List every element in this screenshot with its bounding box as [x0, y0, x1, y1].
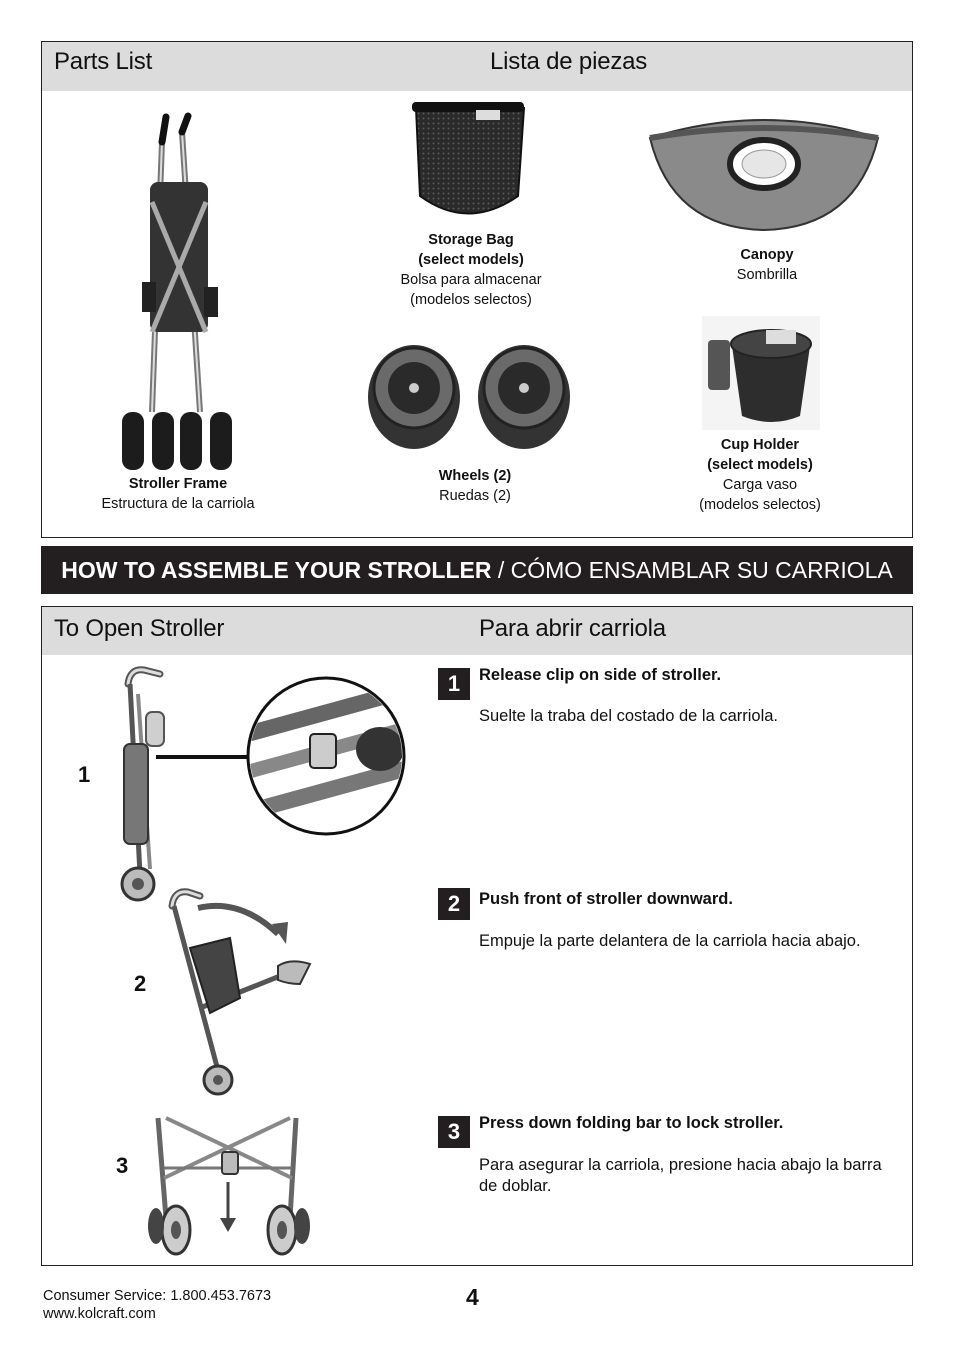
storage-bag-icon	[406, 96, 530, 226]
stroller-frame-label-en: Stroller Frame	[128, 476, 228, 492]
step-number-1: 1	[438, 668, 470, 700]
storage-bag-caption	[371, 230, 571, 310]
storage-bag-label-es-2: (modelos selectos)	[410, 292, 532, 308]
stroller-frame-caption	[78, 474, 278, 514]
step-2-text-en: Push front of stroller downward.	[479, 890, 733, 908]
illustration-label-1: 1	[78, 762, 91, 787]
step-number-3: 3	[438, 1116, 470, 1148]
storage-bag-label-es: Bolsa para almacenar	[400, 272, 542, 288]
step-2-text-es: Empuje la parte delantera de la carriola hacia abajo.	[479, 932, 861, 950]
assembly-banner	[41, 546, 913, 594]
cup-holder-label-es: Carga vaso	[722, 477, 798, 493]
website-link[interactable]: www.kolcraft.com	[43, 1306, 156, 1322]
page-number: 4	[466, 1284, 479, 1310]
open-stroller-title-en: To Open Stroller	[54, 615, 225, 642]
step-3-text-en: Press down folding bar to lock stroller.	[479, 1114, 784, 1132]
banner-separator: /	[491, 557, 511, 583]
step-number-2: 2	[438, 888, 470, 920]
parts-list-panel	[41, 41, 913, 538]
illustration-label-3: 3	[116, 1153, 129, 1178]
step-3-text-es: Para asegurar la carriola, presione hacia abajo la barra de doblar.	[479, 1156, 882, 1195]
stroller-frame-icon	[122, 112, 242, 472]
folding-bar-illustration-icon	[142, 1118, 322, 1258]
canopy-label-en: Canopy	[740, 247, 794, 263]
open-stroller-title-es: Para abrir carriola	[479, 615, 666, 642]
wheels-label-es: Ruedas (2)	[439, 488, 511, 504]
wheels-label-en: Wheels (2)	[438, 468, 512, 484]
parts-list-title-es: Lista de piezas	[490, 48, 648, 75]
parts-list-header	[42, 42, 912, 91]
wheels-caption	[375, 466, 575, 506]
cup-holder-caption	[660, 435, 860, 515]
banner-title-en: HOW TO ASSEMBLE YOUR STROLLER	[61, 557, 492, 583]
illustration-label-2: 2	[134, 971, 147, 996]
storage-bag-label-en-2: (select models)	[418, 252, 524, 268]
banner-title-es: CÓMO ENSAMBLAR SU CARRIOLA	[510, 557, 893, 583]
cup-holder-icon	[702, 316, 820, 430]
folded-stroller-illustration-icon	[110, 664, 410, 909]
consumer-service-phone: Consumer Service: 1.800.453.7673	[43, 1288, 272, 1304]
footer-contact	[43, 1287, 271, 1323]
stroller-frame-label-es: Estructura de la carriola	[101, 496, 255, 512]
storage-bag-label-en: Storage Bag	[428, 232, 514, 248]
parts-list-title-en: Parts List	[54, 48, 153, 75]
canopy-caption	[667, 245, 867, 285]
canopy-label-es: Sombrilla	[736, 267, 798, 283]
canopy-icon	[646, 108, 882, 234]
cup-holder-label-es-2: (modelos selectos)	[699, 497, 821, 513]
cup-holder-label-en-2: (select models)	[707, 457, 813, 473]
step-1-text-en: Release clip on side of stroller.	[479, 666, 722, 684]
cup-holder-label-en: Cup Holder	[720, 437, 800, 453]
unfolding-stroller-illustration-icon	[160, 888, 320, 1103]
step-1-text-es: Suelte la traba del costado de la carriola.	[479, 707, 779, 725]
wheels-icon	[364, 342, 576, 452]
